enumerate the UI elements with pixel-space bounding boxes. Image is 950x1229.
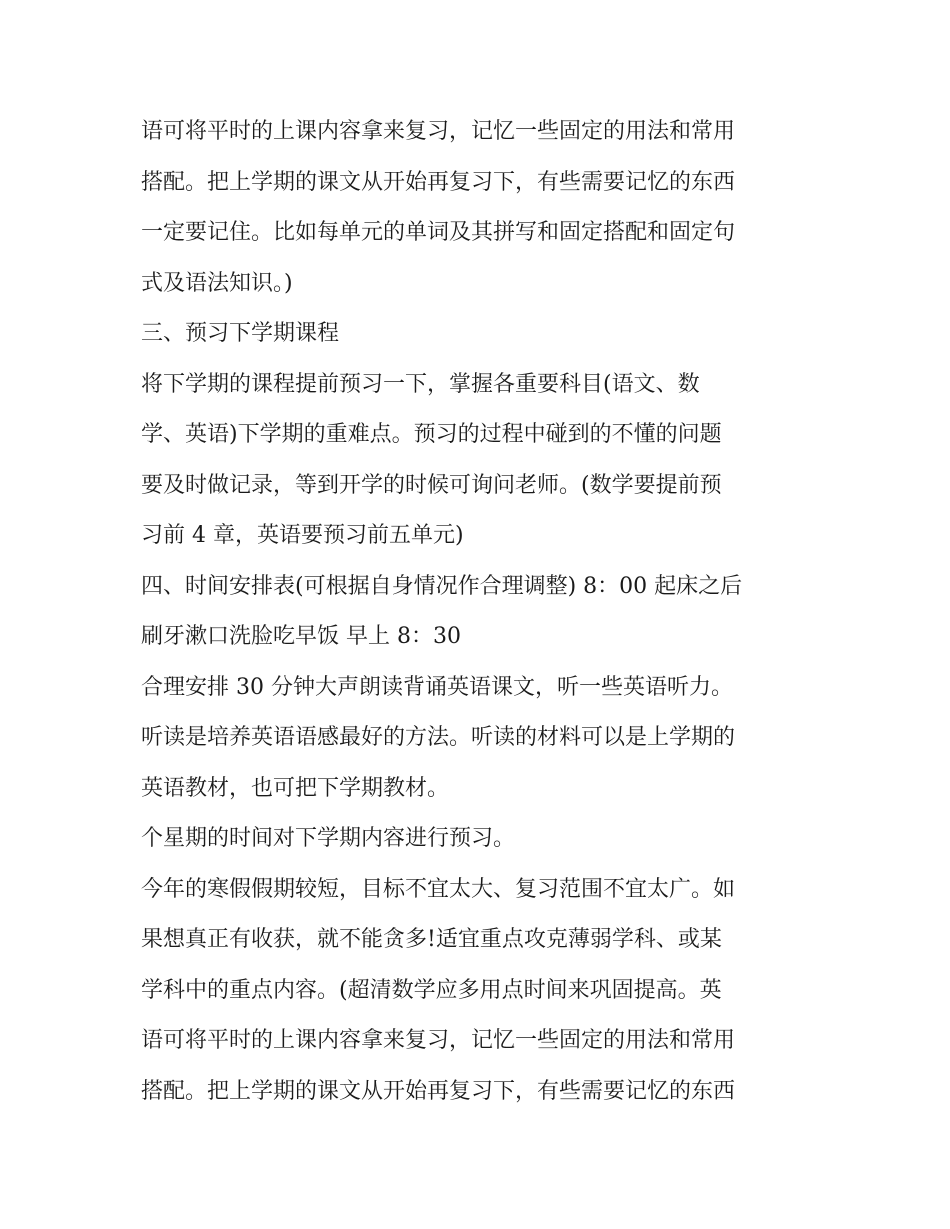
text-line: 式及语法知识。) (141, 270, 293, 296)
text-line: 今年的寒假假期较短，目标不宜太大、复习范围不宜太广。如 (141, 876, 736, 902)
section-heading-schedule: 四、时间安排表(可根据自身情况作合理调整) 8：00 起床之后 (141, 573, 743, 599)
document-body (141, 107, 831, 1117)
text-line: 要及时做记录，等到开学的时候可询问老师。(数学要提前预 (141, 472, 722, 498)
text-line: 果想真正有收获，就不能贪多!适宜重点攻克薄弱学科、或某 (141, 927, 722, 952)
text-line: 语可将平时的上课内容拿来复习，记忆一些固定的用法和常用 (141, 1028, 736, 1053)
text-line: 习前 4 章，英语要预习前五单元) (141, 523, 464, 548)
text-line: 个星期的时间对下学期内容进行预习。 (141, 826, 516, 851)
text-line: 合理安排 30 分钟大声朗读背诵英语课文，听一些英语听力。 (141, 674, 733, 700)
text-line: 搭配。把上学期的课文从开始再复习下，有些需要记忆的东西 (141, 169, 736, 195)
text-line: 学科中的重点内容。(超清数学应多用点时间来巩固提高。英 (141, 977, 722, 1003)
text-line: 刷牙漱口洗脸吃早饭 早上 8：30 (141, 624, 461, 649)
text-line: 一定要记住。比如每单元的单词及其拼写和固定搭配和固定句 (141, 220, 736, 245)
text-line: 将下学期的课程提前预习一下，掌握各重要科目(语文、数 (141, 371, 700, 397)
text-line: 语可将平时的上课内容拿来复习，记忆一些固定的用法和常用 (141, 119, 736, 144)
section-heading-preview: 三、预习下学期课程 (141, 321, 340, 346)
text-line: 听读是培养英语语感最好的方法。听读的材料可以是上学期的 (141, 725, 736, 750)
text-line: 学、英语)下学期的重难点。预习的过程中碰到的不懂的问题 (141, 422, 722, 447)
text-line: 英语教材，也可把下学期教材。 (141, 775, 450, 801)
text-line: 搭配。把上学期的课文从开始再复习下，有些需要记忆的东西 (141, 1078, 736, 1104)
